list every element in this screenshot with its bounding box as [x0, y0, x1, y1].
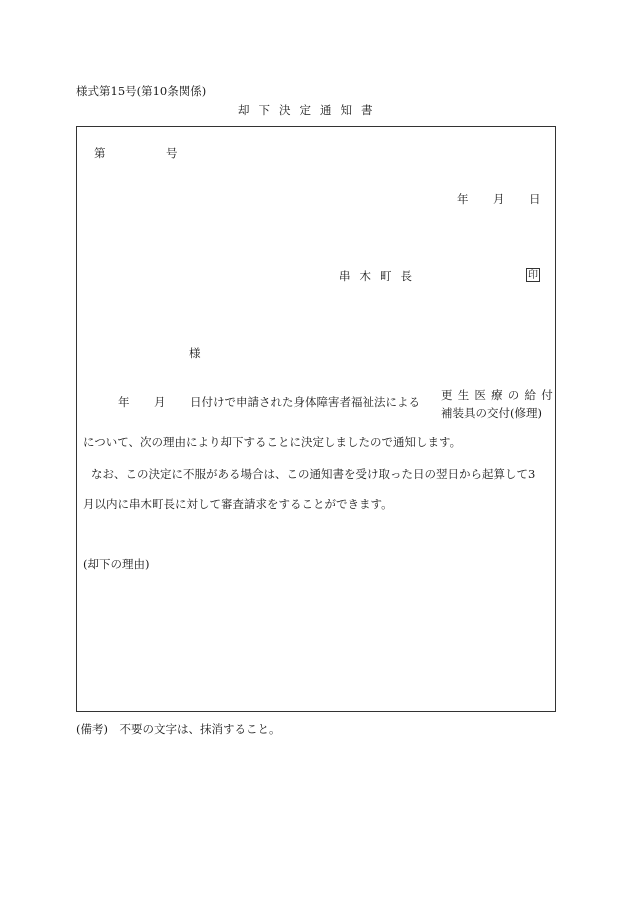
application-text: 日付けで申請された身体障害者福祉法による [190, 395, 420, 409]
remarks-note: (備考) 不要の文字は、抹消すること。 [76, 722, 281, 736]
document-title: 却下決定通知書 [238, 103, 382, 117]
number-suffix: 号 [166, 146, 178, 160]
application-month: 月 [154, 395, 166, 409]
option-medical: 更生医療の給付 [441, 388, 558, 402]
date-day: 日 [529, 192, 541, 206]
seal-mark: 印 [528, 270, 538, 281]
number-prefix: 第 [94, 146, 106, 160]
reason-label: (却下の理由) [83, 557, 150, 571]
option-prosthesis: 補装具の交付(修理) [441, 406, 542, 420]
body-line-2: なお、この決定に不服がある場合は、この通知書を受け取った日の翌日から起算して3 [91, 467, 536, 481]
form-number-label: 様式第15号(第10条関係) [76, 84, 207, 98]
issuer-name: 串木町長 [339, 269, 421, 283]
application-year: 年 [118, 395, 130, 409]
date-year: 年 [457, 192, 469, 206]
date-month: 月 [493, 192, 505, 206]
addressee-suffix: 様 [189, 346, 201, 360]
body-line-1: について、次の理由により却下することに決定しましたので通知します。 [83, 435, 462, 449]
body-line-3: 月以内に串木町長に対して審査請求をすることができます。 [83, 497, 393, 511]
benefit-options [441, 386, 558, 422]
